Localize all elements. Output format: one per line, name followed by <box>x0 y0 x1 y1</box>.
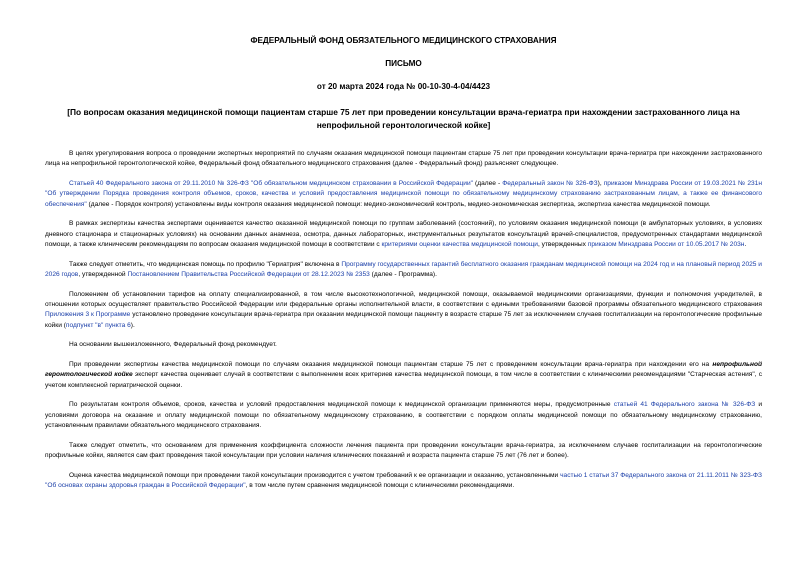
link-guarantee-program[interactable]: Программу государственных гарантий бесплатного оказания гражданам медицинской помощи на 2024 год и на плановый период 2025 и 2026 годов <box>45 260 762 278</box>
link-appendix-3[interactable]: Приложения 3 к Программе <box>45 311 131 319</box>
document-subject: [По вопросам оказания медицинской помощи пациентам старше 75 лет при проведении консультации врача-гериатра при нахождении застрахованного лица на непрофильной геронтологической койке] <box>67 107 740 130</box>
document-type: ПИСЬМО <box>385 59 422 68</box>
link-order-231n[interactable]: приказом Минздрава России от 19.03.2021 № 231н "Об утверждении Порядка проведения контроля объемов, сроков, качества и условий предоставления медицинской помощи по обязательному медицинскому страхованию застрахованным лицам, а также ее финансового обеспечения" <box>45 179 762 208</box>
paragraph-3: В рамках экспертизы качества экспертами оценивается качество оказанной медицинской помощи по группам заболеваний (состояний), по условиям оказания медицинской помощи (в амбулаторных условиях, в условиях дневного стационара и стационарных условиях) на основании данных анамнеза, осмотра, данных лабораторных, инструментальных результатов консультаций врачей-специалистов, предусмотренных стандартами медицинской помощи, а также клиническим рекомендациям по вопросам оказания медицинской помощи в соответствии с критериями оценки качества медицинской помощи, утвержденных приказом Минздрава России от 10.05.2017 № 203н. <box>45 220 762 248</box>
paragraph-5: Положением об установлении тарифов на оплату специализированной, в том числе высокотехнологичной, медицинской помощи, оказываемой медицинскими организациями, функции и полномочия учредителей, в отношении которых осуществляет правительство Российской Федерации или федеральные органы исполнительной власти, в соответствии с едиными требованиями базовой программы обязательного медицинского страхования Приложения 3 к Программе установлено проведение консультации врача-гериатра при оказании медицинской помощи пациенту в возрасте старше 75 лет за исключением случаев госпитализации на геронтологические профильные койки (подпункт "в" пункта 6). <box>45 290 762 329</box>
link-article-37-law-323[interactable]: частью 1 статьи 37 Федерального закона от 21.11.2011 № 323-ФЗ "Об основах охраны здоровья граждан в Российской Федерации" <box>45 471 762 489</box>
document-date-number: от 20 марта 2024 года № 00-10-30-4-04/4423 <box>316 82 491 91</box>
link-article-41-law-326[interactable]: статьей 41 Федерального закона № 326-ФЗ <box>613 401 756 409</box>
link-resolution-2353[interactable]: Постановлением Правительства Российской Федерации от 28.12.2023 № 2353 <box>127 270 370 278</box>
emphasis-nonprofile-bed: непрофильной геронтологической койке <box>45 360 762 379</box>
link-order-203n[interactable]: приказом Минздрава России от 10.05.2017 № 203н <box>587 241 745 248</box>
paragraph-7: При проведении экспертизы качества медицинской помощи по случаям оказания медицинской помощи пациентам старше 75 лет с проведением консультации врача-гериатра при нахождении его на непрофильной геронтологической койке эксперт качества оценивает случай в соответствии с выполнением всех критериев качества медицинской помощи, в том числе в соответствии с клиническими рекомендациями "Старческая астения", с учетом комплексной гериатрической оценки. <box>45 360 762 389</box>
paragraph-9: Также следует отметить, что основанием для применения коэффициента сложности лечения пациента при проведении консультации врача-гериатра, за исключением случаев госпитализации на геронтологические профильные койки, является сам факт проведения такой консультации при условии наличия клинических показаний и возраста пациента старше 75 лет (76 лет и более). <box>45 441 762 459</box>
link-article-40-law-326[interactable]: Статьей 40 Федерального закона от 29.11.2010 № 326-ФЗ "Об обязательном медицинском страховании в Российской Федерации" <box>69 179 473 187</box>
link-law-326[interactable]: Федеральный закон № 326-ФЗ <box>502 179 598 187</box>
paragraph-8: По результатам контроля объемов, сроков, качества и условий предоставления медицинской помощи к медицинской организации применяются меры, предусмотренные статьей 41 Федерального закона № 326-ФЗ и условиями договора на оказание и оплату медицинской помощи по обязательному медицинскому страхованию, в соответствии с порядком оплаты медицинской помощи по обязательному медицинскому страхованию, установленным правилами обязательного медицинского страхования. <box>45 401 763 429</box>
issuer-title: ФЕДЕРАЛЬНЫЙ ФОНД ОБЯЗАТЕЛЬНОГО МЕДИЦИНСКОГО СТРАХОВАНИЯ <box>250 36 557 45</box>
paragraph-6: На основании вышеизложенного, Федеральный фонд рекомендует. <box>69 341 277 349</box>
paragraph-4: Также следует отметить, что медицинская помощь по профилю "Гериатрия" включена в Программу государственных гарантий бесплатного оказания гражданам медицинской помощи на 2024 год и на плановый период 2025 и 2026 годов, утвержденной Постановлением Правительства Российской Федерации от 28.12.2023 № 2353 (далее - Программа). <box>45 260 762 278</box>
link-quality-criteria[interactable]: критериями оценки качества медицинской помощи <box>381 241 538 248</box>
paragraph-10: Оценка качества медицинской помощи при проведении такой консультации производится с учетом требований к ее организации и оказанию, установленными частью 1 статьи 37 Федерального закона от 21.11.2011 № 323-ФЗ "Об основах охраны здоровья граждан в Российской Федерации", в том числе путем сравнения медицинской помощи с клиническими рекомендациями. <box>45 471 762 489</box>
link-subparagraph-v-item-6[interactable]: подпункт "в" пункта 6 <box>65 321 131 329</box>
paragraph-2: Статьей 40 Федерального закона от 29.11.2010 № 326-ФЗ "Об обязательном медицинском страховании в Российской Федерации" (далее - Федеральный закон № 326-ФЗ), приказом Минздрава России от 19.03.2021 № 231н "Об утверждении Порядка проведения контроля объемов, сроков, качества и условий предоставления медицинской помощи по обязательному медицинскому страхованию застрахованным лицам, а также ее финансового обеспечения" (далее - Порядок контроля) установлены виды контроля оказания медицинской помощи: медико-экономический контроль, медико-экономическая экспертиза, экспертиза качества медицинской помощи. <box>45 179 762 208</box>
paragraph-1: В целях урегулирования вопроса о проведении экспертных мероприятий по случаям оказания медицинской помощи пациентам старше 75 лет при проведении консультации врача-гериатра при нахождении застрахованного лица на непрофильной геронтологической койке, Федеральный фонд обязательного медицинского страхования (далее - Федеральный фонд) разъясняет следующее. <box>45 150 762 168</box>
document-body <box>45 149 762 491</box>
